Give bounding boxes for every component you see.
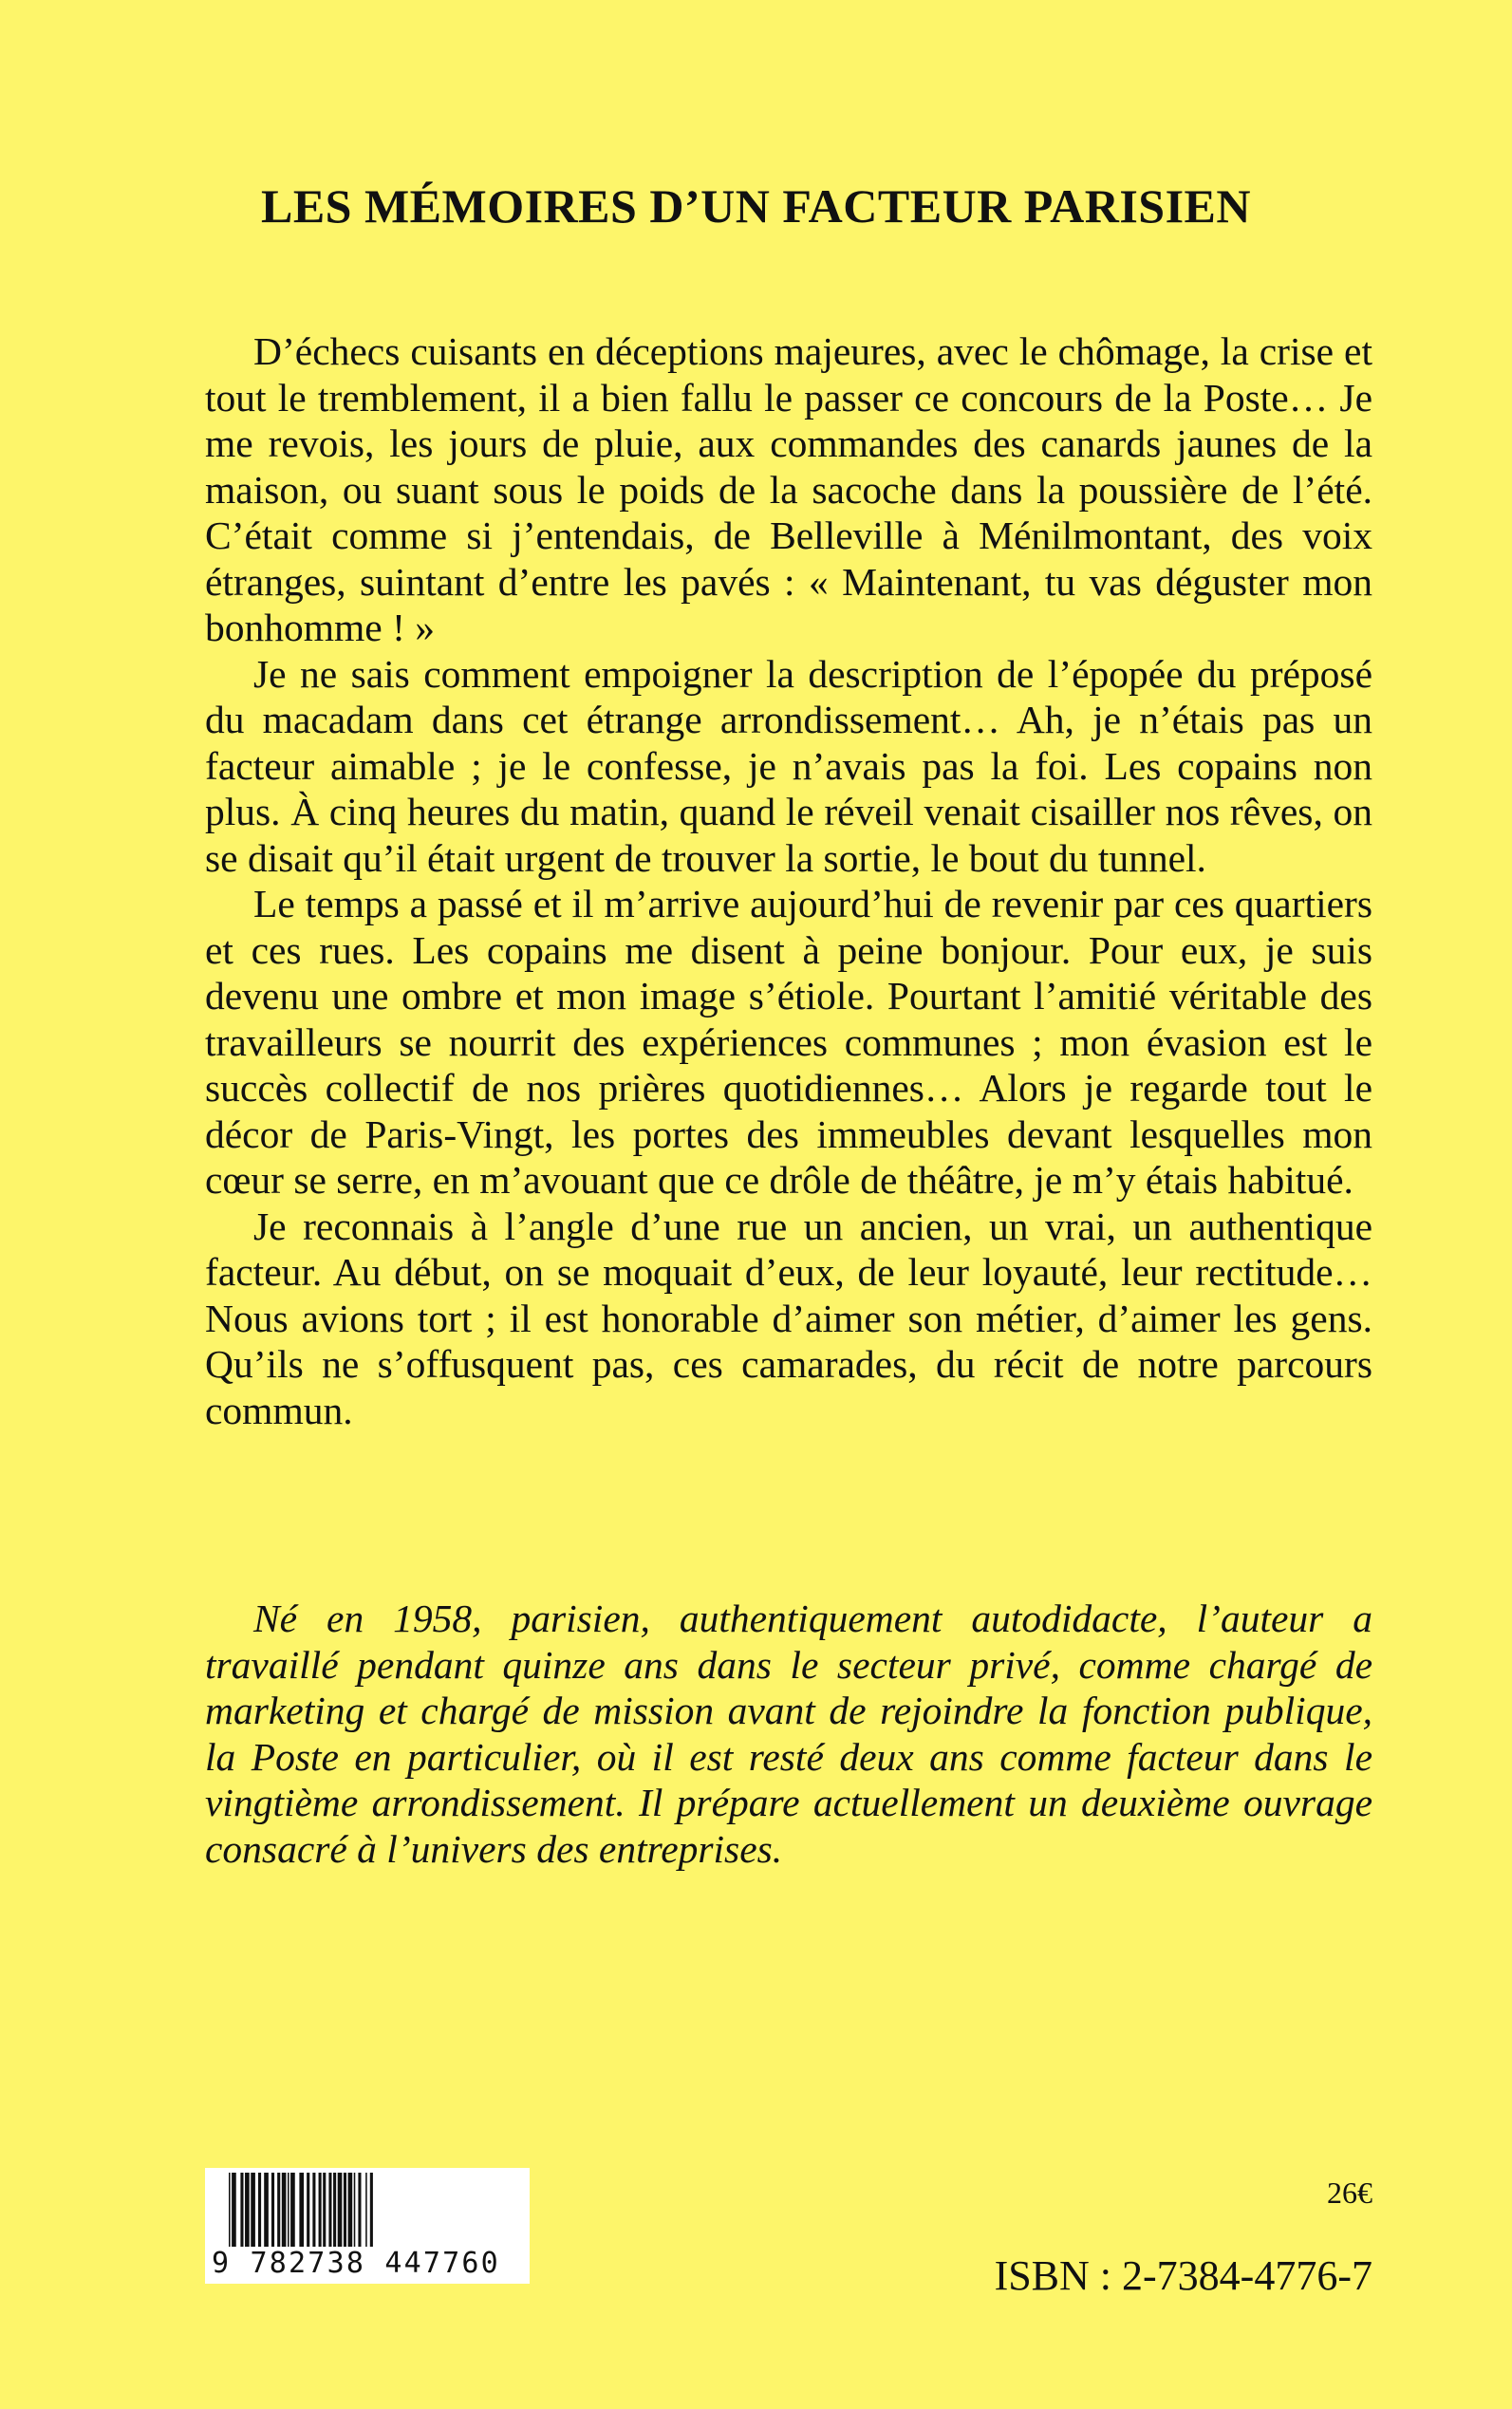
barcode-bar	[370, 2173, 373, 2247]
barcode-bar	[282, 2173, 287, 2247]
barcode-bar	[299, 2173, 304, 2247]
barcode-bar	[365, 2173, 367, 2247]
barcode-bar	[251, 2173, 255, 2247]
barcode-digits: 9 782738 447760	[212, 2247, 500, 2280]
barcode	[205, 2168, 530, 2284]
barcode-bar	[288, 2173, 289, 2247]
blurb-text	[205, 328, 1372, 1433]
barcode-bar	[354, 2173, 356, 2247]
blurb-paragraph: Le temps a passé et il m’arrive aujourd’hui de revenir par ces quartiers et ces rues. Les copains me disent à peine bonjour. Pour eux, je suis devenu une ombre et mon image s’étiole. Pourtant l’amitié véritable des travailleurs se nourrit des expériences communes ; mon évasion est le succès collectif de nos prières quotidiennes… Alors je regarde tout le décor de Paris-Vingt, les portes des immeubles devant lesquelles mon cœur se serre, en m’avouant que ce drôle de théâtre, je m’y étais habitué.	[205, 882, 1372, 1202]
barcode-bar	[232, 2173, 236, 2247]
blurb-paragraph: Je ne sais comment empoigner la description de l’épopée du préposé du macadam dans cet étrange arrondissement… Ah, je n’étais pas un facteur aimable ; je le confesse, je n’avais pas la foi. Les copains non plus. À cinq heures du matin, quand le réveil venait cisailler nos rêves, on se disait qu’il était urgent de trouver la sortie, le bout du tunnel.	[205, 651, 1372, 880]
barcode-bar	[229, 2173, 231, 2247]
blurb-paragraph: Je reconnais à l’angle d’une rue un ancien, un vrai, un authentique facteur. Au début, on se moquait d’eux, de leur loyauté, leur rectitude… Nous avions tort ; il est honorable d’aimer son métier, d’aimer les gens. Qu’ils ne s’offusquent pas, ces camarades, du récit de notre parcours commun.	[205, 1204, 1372, 1432]
barcode-bar	[290, 2173, 295, 2247]
author-bio	[205, 1596, 1372, 1872]
barcode-bars	[212, 2173, 523, 2249]
barcode-bar	[312, 2173, 315, 2247]
barcode-bar	[271, 2173, 274, 2247]
barcode-bar	[358, 2173, 361, 2247]
barcode-bar	[264, 2173, 269, 2247]
barcode-bar	[319, 2173, 322, 2247]
barcode-bar	[338, 2173, 343, 2247]
barcode-bar	[245, 2173, 250, 2247]
barcode-bar	[307, 2173, 309, 2247]
barcode-bar	[328, 2173, 331, 2247]
author-bio-text: Né en 1958, parisien, authentiquement autodidacte, l’auteur a travaillé pendant quinze ans dans le secteur privé, comme chargé de marketing et chargé de mission avant de rejoindre la fonction publique, la Poste en particulier, où il est resté deux ans comme facteur dans le vingtième arrondissement. Il prépare actuellement un deuxième ouvrage consacré à l’univers des entreprises.	[205, 1597, 1372, 1871]
barcode-bar	[344, 2173, 346, 2247]
barcode-bar	[348, 2173, 353, 2247]
price-label: 26€	[1327, 2176, 1372, 2210]
barcode-bar	[277, 2173, 280, 2247]
book-title: LES MÉMOIRES D’UN FACTEUR PARISIEN	[260, 179, 1252, 233]
barcode-bar	[240, 2173, 243, 2247]
barcode-bar	[258, 2173, 261, 2247]
blurb-paragraph: D’échecs cuisants en déceptions majeures, avec le chômage, la crise et tout le tremblement, il a bien fallu le passer ce concours de la Poste… Je me revois, les jours de pluie, aux commandes des canards jaunes de la maison, ou suant sous le poids de la sacoche dans la poussière de l’été. C’était comme si j’entendais, de Belleville à Ménilmontant, des voix étranges, suintant d’entre les pavés : « Maintenant, tu vas déguster mon bonhomme ! »	[205, 329, 1372, 649]
barcode-bar	[333, 2173, 336, 2247]
isbn-label: ISBN : 2-7384-4776-7	[994, 2252, 1372, 2299]
barcode-bar	[323, 2173, 326, 2247]
